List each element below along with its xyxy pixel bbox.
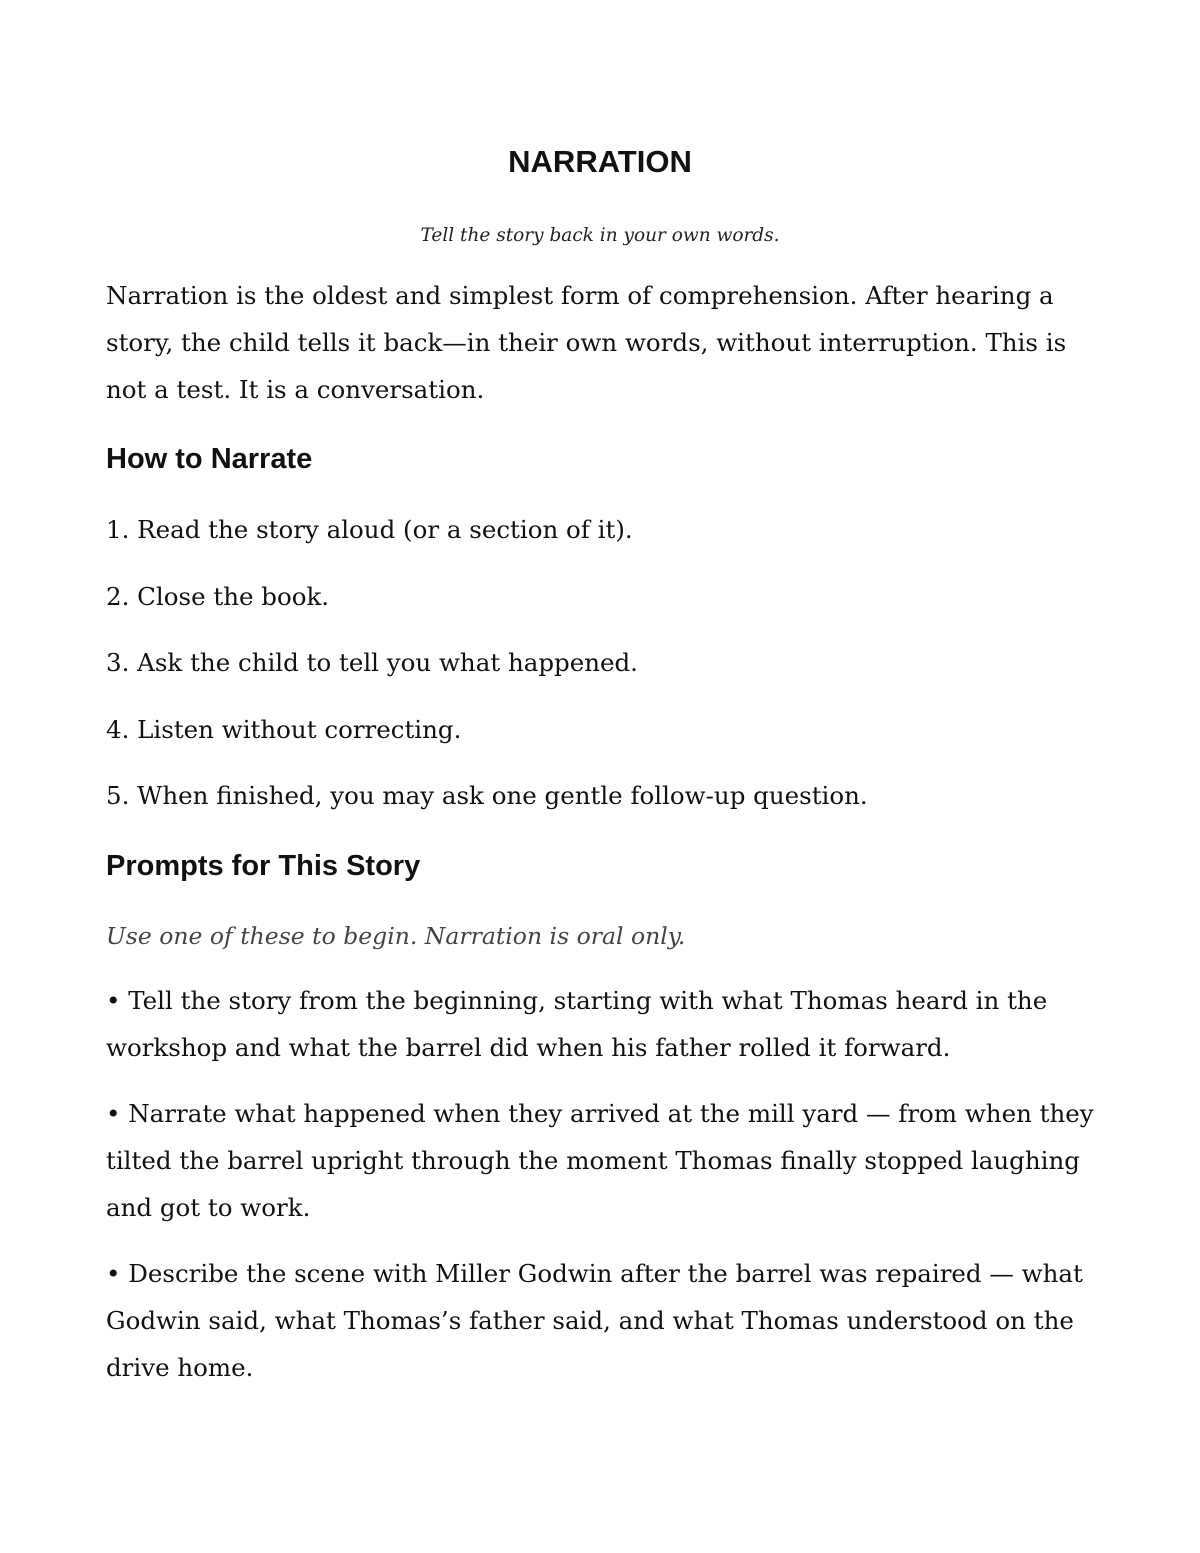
prompt-item: • Describe the scene with Miller Godwin after the barrel was repaired — what Godwin said, what Thomas’s father said, and what Thomas understood on the drive home. — [106, 1259, 1083, 1382]
page-subtitle: Tell the story back in your own words. — [420, 225, 780, 246]
section-heading-prompts: Prompts for This Story — [106, 850, 421, 882]
step-item: 4. Listen without correcting. — [106, 715, 462, 744]
step-item: 2. Close the book. — [106, 582, 330, 611]
prompt-item: • Narrate what happened when they arrived at the mill yard — from when they tilted the barrel upright through the moment Thomas finally stopped laughing and got to work. — [106, 1099, 1094, 1222]
page-title: NARRATION — [508, 144, 692, 179]
prompts-note: Use one of these to begin. Narration is oral only. — [106, 922, 686, 950]
step-item: 1. Read the story aloud (or a section of it). — [106, 515, 633, 544]
section-heading-how-to-narrate: How to Narrate — [106, 443, 313, 475]
prompt-item: • Tell the story from the beginning, starting with what Thomas heard in the workshop and what the barrel did when his father rolled it forward. — [106, 986, 1048, 1062]
intro-paragraph: Narration is the oldest and simplest form of comprehension. After hearing a story, the child tells it back—in their own words, without interruption. This is not a test. It is a conversation. — [106, 281, 1067, 404]
step-item: 3. Ask the child to tell you what happened. — [106, 648, 638, 677]
step-item: 5. When finished, you may ask one gentle follow-up question. — [106, 781, 868, 810]
